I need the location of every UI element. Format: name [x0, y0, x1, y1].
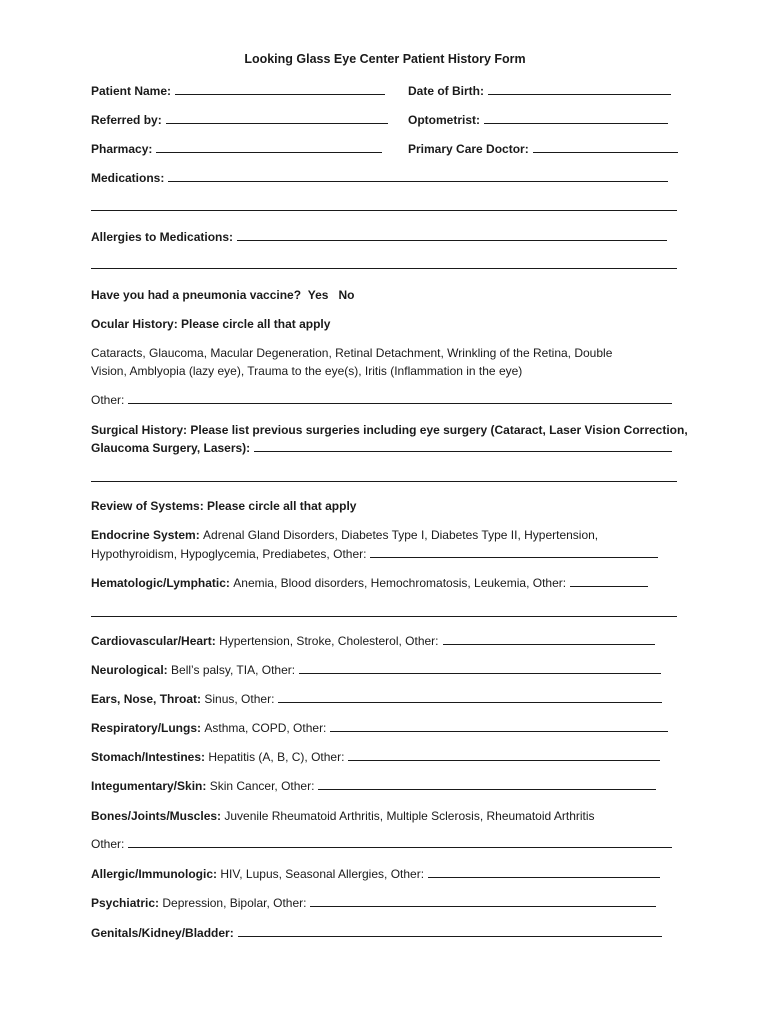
- psych-other-field[interactable]: [310, 896, 656, 907]
- ent-label: Ears, Nose, Throat:: [91, 692, 202, 706]
- stomach-row: [91, 748, 660, 766]
- hematologic-line-2[interactable]: [91, 616, 677, 617]
- psych-options[interactable]: Depression, Bipolar, Other:: [162, 896, 307, 910]
- integ-row: [91, 777, 656, 795]
- primary-care-field[interactable]: [533, 142, 678, 153]
- cardio-options[interactable]: Hypertension, Stroke, Cholesterol, Other:: [219, 634, 439, 648]
- referred-by-label: Referred by:: [91, 113, 162, 127]
- primary-care-label: Primary Care Doctor:: [408, 142, 529, 156]
- bones-row: [91, 807, 595, 825]
- cardio-label: Cardiovascular/Heart:: [91, 634, 216, 648]
- stomach-options[interactable]: Hepatitis (A, B, C), Other:: [208, 750, 345, 764]
- allergies-label: Allergies to Medications:: [91, 230, 234, 244]
- resp-label: Respiratory/Lungs:: [91, 721, 202, 735]
- neuro-label: Neurological:: [91, 663, 168, 677]
- psych-row: [91, 894, 656, 912]
- referred-by-row: [91, 111, 388, 129]
- surgical-history-line-2[interactable]: [91, 481, 677, 482]
- endocrine-other-field[interactable]: [370, 547, 658, 558]
- surgical-history-line-1: Surgical History: Please list previous surgeries including eye surgery (Cataract, Laser Vision Correction,: [91, 423, 688, 437]
- cardio-row: [91, 632, 655, 650]
- bones-label: Bones/Joints/Muscles:: [91, 809, 222, 823]
- endocrine-options[interactable]: Adrenal Gland Disorders, Diabetes Type I, Diabetes Type II, Hypertension,: [203, 528, 599, 542]
- allergies-line-2[interactable]: [91, 268, 677, 269]
- dob-field[interactable]: [488, 84, 671, 95]
- pharmacy-label: Pharmacy:: [91, 142, 153, 156]
- surgical-history-row: [91, 439, 672, 457]
- pharmacy-row: [91, 140, 382, 158]
- referred-by-field[interactable]: [166, 113, 388, 124]
- hematologic-options[interactable]: Anemia, Blood disorders, Hemochromatosis, Leukemia, Other:: [233, 576, 567, 590]
- dob-label: Date of Birth:: [408, 84, 484, 98]
- integ-other-field[interactable]: [318, 779, 656, 790]
- pneumonia-yes[interactable]: Yes: [307, 288, 329, 302]
- pharmacy-field[interactable]: [156, 142, 382, 153]
- ent-options[interactable]: Sinus, Other:: [204, 692, 275, 706]
- integ-label: Integumentary/Skin:: [91, 779, 207, 793]
- stomach-label: Stomach/Intestines:: [91, 750, 206, 764]
- resp-other-field[interactable]: [330, 721, 668, 732]
- ent-row: [91, 690, 662, 708]
- ocular-history-heading: Ocular History: Please circle all that apply: [91, 317, 331, 331]
- patient-name-row: [91, 82, 385, 100]
- hematologic-row: [91, 574, 648, 592]
- primary-care-row: [408, 140, 678, 158]
- integ-options[interactable]: Skin Cancer, Other:: [209, 779, 315, 793]
- endocrine-options-2[interactable]: Hypothyroidism, Hypoglycemia, Prediabetes, Other:: [91, 547, 367, 561]
- bones-other-row: [91, 835, 672, 853]
- stomach-other-field[interactable]: [348, 750, 660, 761]
- ocular-other-field[interactable]: [128, 393, 672, 404]
- ocular-other-label: Other:: [91, 393, 125, 407]
- patient-name-label: Patient Name:: [91, 84, 172, 98]
- neuro-options[interactable]: Bell’s palsy, TIA, Other:: [171, 663, 296, 677]
- review-systems-heading: Review of Systems: Please circle all that apply: [91, 499, 357, 513]
- cardio-other-field[interactable]: [443, 634, 655, 645]
- optometrist-label: Optometrist:: [408, 113, 480, 127]
- endocrine-row-2: [91, 545, 658, 563]
- medications-field[interactable]: [168, 171, 668, 182]
- pneumonia-no[interactable]: No: [338, 288, 355, 302]
- optometrist-row: [408, 111, 668, 129]
- genitals-field[interactable]: [238, 926, 662, 937]
- allergic-other-field[interactable]: [428, 867, 660, 878]
- genitals-row: [91, 924, 662, 942]
- endocrine-label: Endocrine System:: [91, 528, 200, 542]
- resp-row: [91, 719, 668, 737]
- form-title: Looking Glass Eye Center Patient History Form: [244, 52, 526, 66]
- bones-other-field[interactable]: [128, 837, 672, 848]
- psych-label: Psychiatric:: [91, 896, 160, 910]
- neuro-other-field[interactable]: [299, 663, 661, 674]
- medications-row: [91, 169, 668, 187]
- bones-other-label: Other:: [91, 837, 125, 851]
- allergies-row: [91, 228, 667, 246]
- dob-row: [408, 82, 671, 100]
- hematologic-label: Hematologic/Lymphatic:: [91, 576, 230, 590]
- pneumonia-question: Have you had a pneumonia vaccine?: [91, 288, 302, 302]
- allergic-options[interactable]: HIV, Lupus, Seasonal Allergies, Other:: [220, 867, 425, 881]
- medications-label: Medications:: [91, 171, 165, 185]
- optometrist-field[interactable]: [484, 113, 668, 124]
- genitals-label: Genitals/Kidney/Bladder:: [91, 926, 234, 940]
- allergies-field[interactable]: [237, 230, 667, 241]
- surgical-history-field[interactable]: [254, 441, 672, 452]
- pneumonia-row: [91, 286, 354, 304]
- resp-options[interactable]: Asthma, COPD, Other:: [204, 721, 327, 735]
- surgical-history-label: Glaucoma Surgery, Lasers):: [91, 441, 251, 455]
- ocular-other-row: [91, 391, 672, 409]
- patient-name-field[interactable]: [175, 84, 385, 95]
- neuro-row: [91, 661, 661, 679]
- allergic-row: [91, 865, 660, 883]
- ocular-options-line-1[interactable]: Cataracts, Glaucoma, Macular Degeneration, Retinal Detachment, Wrinkling of the Retina, Double: [91, 346, 613, 360]
- medications-line-2[interactable]: [91, 210, 677, 211]
- hematologic-other-field[interactable]: [570, 576, 648, 587]
- ent-other-field[interactable]: [278, 692, 662, 703]
- endocrine-row-1: [91, 526, 598, 544]
- ocular-options-line-2[interactable]: Vision, Amblyopia (lazy eye), Trauma to the eye(s), Iritis (Inflammation in the eye): [91, 364, 523, 378]
- allergic-label: Allergic/Immunologic:: [91, 867, 218, 881]
- bones-options[interactable]: Juvenile Rheumatoid Arthritis, Multiple Sclerosis, Rheumatoid Arthritis: [224, 809, 595, 823]
